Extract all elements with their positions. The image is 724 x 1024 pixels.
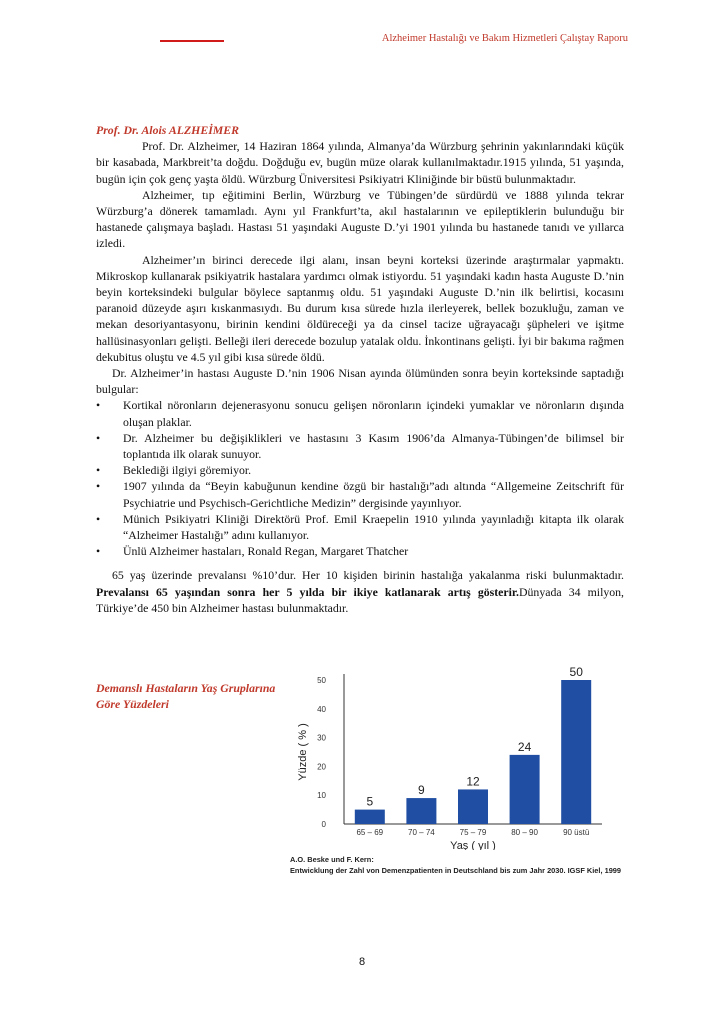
list-item-text: Beklediği ilgiyi göremiyor.: [123, 463, 252, 478]
bullet-icon: •: [96, 544, 101, 559]
y-tick-label: 30: [317, 733, 326, 743]
data-label: 5: [366, 794, 374, 809]
closing-bold-text: Prevalansı 65 yaşından sonra her 5 yılda bir ikiye katlanarak artış gösterir.: [96, 584, 519, 599]
bullet-icon: •: [96, 511, 101, 526]
data-label: 12: [466, 774, 480, 789]
list-item-text: Münich Psikiyatri Kliniği Direktörü Prof. Emil Kraepelin 1910 yılında yayınladığı kitapta ilk olarak “Alzheimer Hastalığı” adını kullanıyor.: [123, 511, 624, 543]
list-item: [96, 462, 624, 478]
bar: [561, 680, 591, 824]
closing-paragraph: [96, 567, 624, 616]
source-line-2: Entwicklung der Zahl von Demenzpatienten in Deutschland bis zum Jahr 2030. IGSF Kiel, 1999: [290, 866, 622, 875]
data-label: 24: [517, 739, 532, 754]
list-item: [96, 543, 624, 559]
data-label: 9: [418, 783, 425, 798]
x-tick-label: 75 – 79: [459, 828, 487, 837]
y-tick-label: 50: [317, 676, 326, 685]
bar: [406, 798, 436, 824]
section-heading: Prof. Dr. Alois ALZHEİMER: [96, 123, 240, 137]
bar-chart: [290, 664, 630, 850]
chart-source: [290, 854, 621, 876]
x-tick-label: 65 – 69: [356, 828, 384, 837]
list-item: [96, 397, 624, 429]
list-item-text: 1907 yılında da “Beyin kabuğunun kendine özgü bir hastalığı”adı altında “Allgemeine Zeitschrift für Psychiatrie und Psychisch-Gerichtliche Medizin” dergisinde yayınlıyor.: [123, 479, 624, 510]
data-label: 50: [569, 665, 583, 679]
header-rule: [160, 40, 224, 42]
bar: [458, 789, 488, 824]
list-item: [96, 430, 624, 462]
paragraph-1: Prof. Dr. Alzheimer, 14 Haziran 1864 yılında, Almanya’da Würzburg şehrinin yakınlarındaki küçük bir kasabada, Markbreit’ta doğdu. Doğduğu ev, bugün müze olarak kullanılmaktadır.1915 yılında, 51 yaşında, bugün için çok genç yaşta öldü. Würzburg Üniversitesi Psikiyatri Kliniğinde bir büstü bulunmaktadır.: [96, 139, 624, 186]
bar: [510, 755, 540, 824]
bullet-icon: •: [96, 479, 101, 494]
y-tick-label: 0: [321, 820, 326, 829]
running-header: Alzheimer Hastalığı ve Bakım Hizmetleri Çalıştay Raporu: [381, 33, 628, 44]
spacer: [96, 559, 624, 567]
y-tick-label: 40: [317, 704, 326, 714]
x-tick-label: 70 – 74: [408, 828, 435, 837]
x-tick-label: 90 üstü: [563, 828, 590, 837]
x-axis-label: Yaş ( yıl ): [450, 840, 496, 850]
list-item-text: Ünlü Alzheimer hastaları, Ronald Regan, Margaret Thatcher: [123, 544, 409, 559]
x-tick-label: 80 – 90: [511, 828, 538, 837]
list-item: [96, 478, 624, 510]
chart-caption: Demanslı Hastaların Yaş Gruplarına Göre Yüzdeleri: [96, 681, 276, 711]
closing-text-2: Dünyada 34 milyon, Türkiye’de 450 bin Alzheimer hastası bulunmaktadır.: [96, 584, 624, 615]
findings-list: [96, 397, 624, 559]
bullet-icon: •: [96, 463, 101, 478]
page-number: 8: [358, 956, 366, 968]
closing-text-1: 65 yaş üzerinde prevalansı %10’dur. Her 10 kişiden birinin hastalığa yakalanma riski bulunmaktadır.: [112, 568, 624, 583]
bullet-icon: •: [96, 398, 101, 413]
list-item: [96, 511, 624, 543]
list-item-text: Dr. Alzheimer bu değişiklikleri ve hastasını 3 Kasım 1906’da Almanya-Tübingen’de bilimsel bir toplantıda ilk olarak sunuyor.: [123, 430, 624, 462]
y-tick-label: 10: [317, 791, 326, 801]
body-text: [96, 122, 624, 616]
paragraph-2: Alzheimer, tıp eğitimini Berlin, Würzburg ve Tübingen’de sürdürdü ve 1888 yılında tekrar Würzburg’a dönerek tamamladı. Aynı yıl Frankfurt’ta, akıl hastalarının ve epileptiklerin bulunduğu bir hastanede çalışmaya başladı. Hastası 51 yaşındaki Auguste D.’yi 1901 yılında bu hastanede tanıdı ve yıllarca izledi.: [96, 187, 624, 251]
paragraph-4: Dr. Alzheimer’in hastası Auguste D.’nin 1906 Nisan ayında ölümünden sonra beyin korteksinde saptadığı bulgular:: [96, 366, 624, 397]
bullet-icon: •: [96, 430, 101, 445]
source-line-1: A.O. Beske und F. Kern:: [290, 855, 374, 864]
paragraph-3: Alzheimer’ın birinci derecede ilgi alanı, insan beyni korteksi üzerinde araştırmalar yapmaktı. Mikroskop kullanarak psikiyatrik hastalara yardımcı olmak istiyordu. 51 yaşındaki kadın hasta Auguste D.’nin beyin korteksindeki bulgular böylece saptanmış oldu. 51 yaşındaki Auguste D.’nin ilk belirtisi, kocasını paranoid düzeyde aşırı kıskanmasıydı. Bu durum kısa sürede hızla ilerleyerek, bellek bozukluğu, zaman ve mekan desoriyantasyonu, birinin kendini öldüreceği ya da cinsel tacize uğrayacağı şüpheleri ve işitme hallüsinasyonları gelişti. Belleği ileri derecede bozulup yatalak oldu. İnkontinans gelişti. İyi bir bakıma rağmen dekubitus oluştu ve 4.5 yıl gibi kısa sürede öldü.: [96, 252, 624, 364]
y-axis-label: Yüzde ( % ): [297, 723, 309, 781]
y-tick-label: 20: [317, 762, 326, 772]
bar: [355, 810, 385, 824]
list-item-text: Kortikal nöronların dejenerasyonu sonucu gelişen nöronların içindeki yumaklar ve nöronların dışında oluşan plaklar.: [123, 398, 624, 429]
